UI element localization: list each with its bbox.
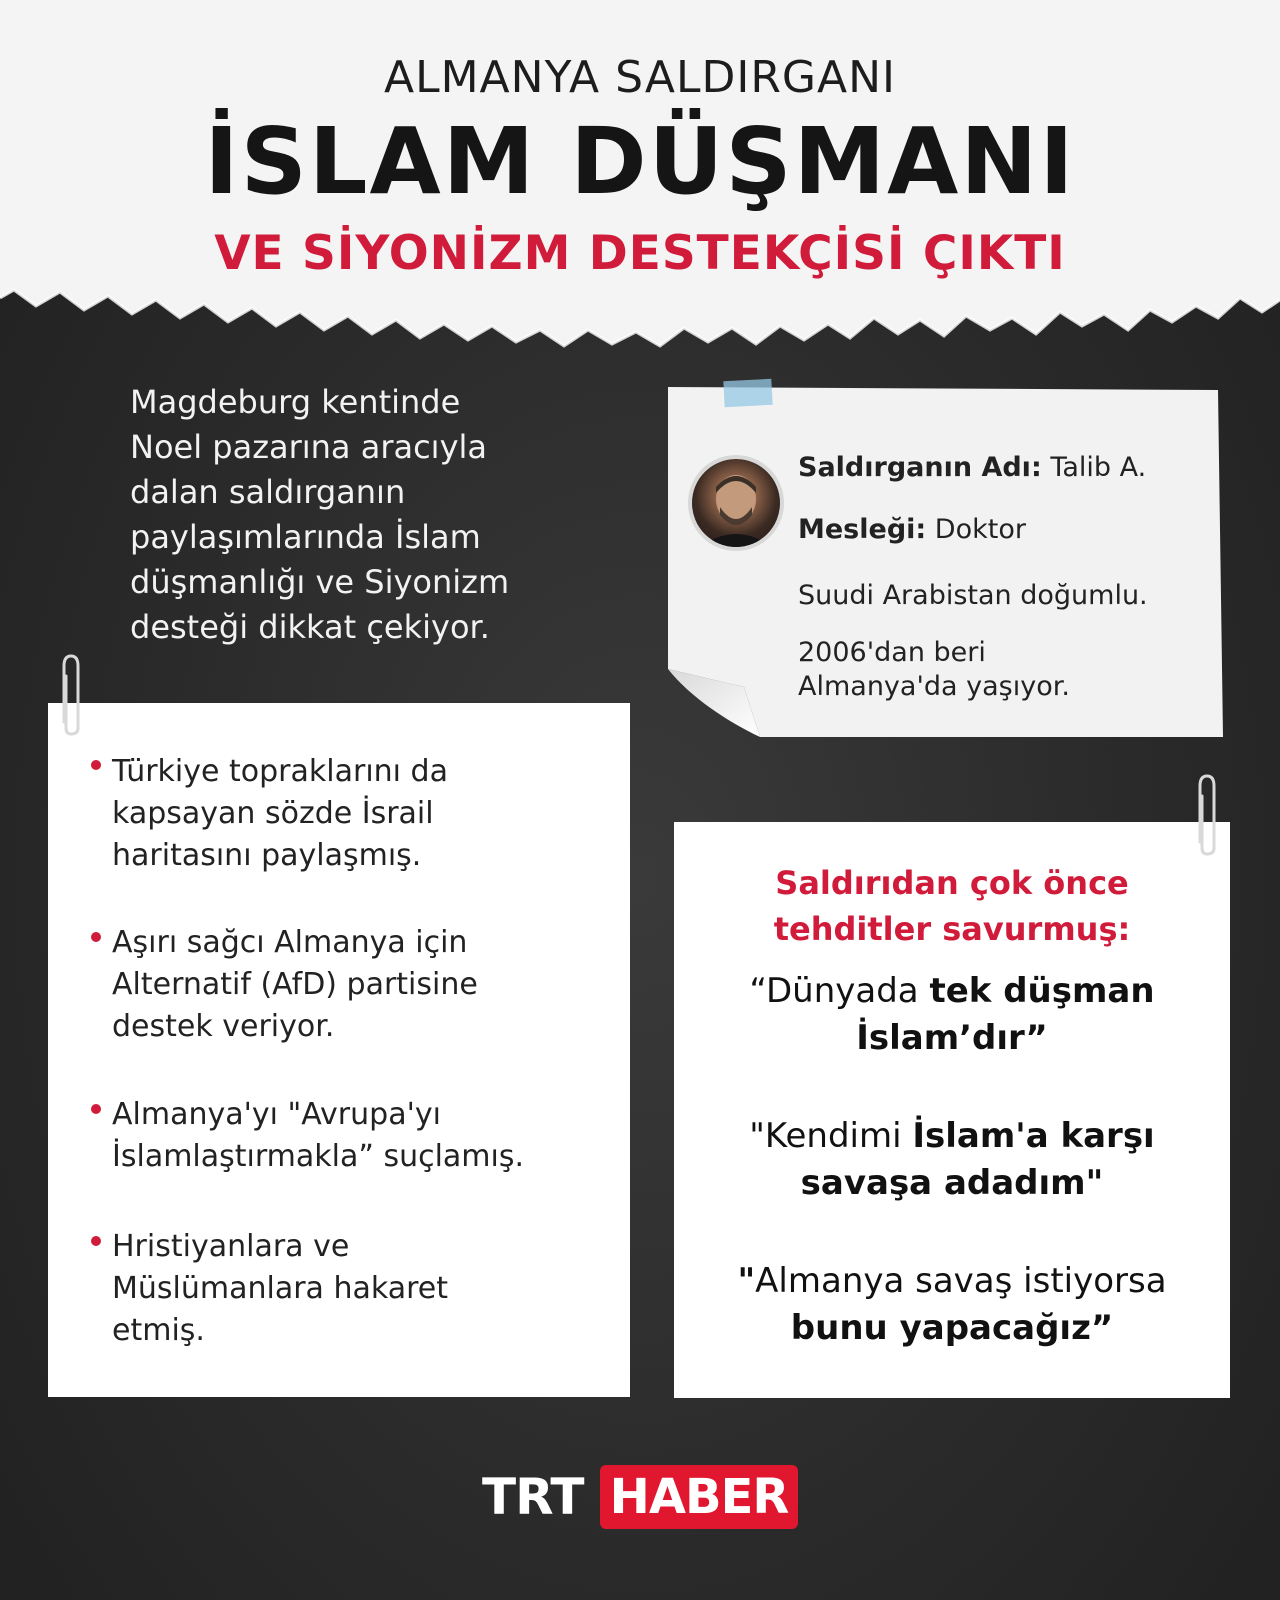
threats-title xyxy=(674,860,1230,952)
quote-emphasis: İslam'a karşı xyxy=(912,1116,1155,1156)
quote-text: "Kendimi xyxy=(749,1116,913,1156)
bullet-line: Almanya'yı "Avrupa'yı xyxy=(112,1097,441,1132)
quote-emphasis: savaşa adadım" xyxy=(800,1163,1104,1203)
threats-title-line: tehditler savurmuş: xyxy=(773,910,1131,948)
quote-3 xyxy=(674,1258,1230,1352)
paper-clip-icon xyxy=(1194,772,1220,858)
bullet-dot xyxy=(91,1104,101,1114)
profile-job-label: Mesleği: xyxy=(798,514,927,545)
bullet-line: Türkiye topraklarını da xyxy=(112,754,448,789)
bullet-dot xyxy=(91,932,101,942)
quote-line xyxy=(674,1258,1230,1305)
bullet-line: Hristiyanlara ve xyxy=(112,1229,350,1264)
quote-line xyxy=(674,968,1230,1015)
profile-residence-line: Almanya'da yaşıyor. xyxy=(798,671,1070,702)
attacker-avatar xyxy=(688,455,784,551)
bullet-line: kapsayan sözde İsrail xyxy=(112,796,434,831)
intro-line: paylaşımlarında İslam xyxy=(130,518,481,556)
page-title: İSLAM DÜŞMANI xyxy=(204,108,1076,215)
quote-emphasis: bunu yapacağız” xyxy=(790,1308,1114,1348)
profile-name xyxy=(798,452,1218,483)
quote-line xyxy=(674,1160,1230,1207)
bullet-item xyxy=(112,751,602,877)
page-subtitle: VE SİYONİZM DESTEKÇİSİ ÇIKTI xyxy=(214,226,1066,281)
bullet-line: etmiş. xyxy=(112,1313,205,1348)
intro-line: desteği dikkat çekiyor. xyxy=(130,608,490,646)
quote-text: “Dünyada xyxy=(749,971,930,1011)
bullet-line: Müslümanlara hakaret xyxy=(112,1271,448,1306)
profile-residence-line: 2006'dan beri xyxy=(798,637,986,668)
trt-haber-logo xyxy=(482,1465,798,1529)
quote-line xyxy=(674,1015,1230,1062)
bullet-line: haritasını paylaşmış. xyxy=(112,838,422,873)
intro-line: Noel pazarına aracıyla xyxy=(130,428,487,466)
bullet-line: Aşırı sağcı Almanya için xyxy=(112,925,468,960)
intro-paragraph xyxy=(130,380,630,650)
profile-name-value: Talib A. xyxy=(1050,452,1147,483)
tape-strip xyxy=(723,379,772,407)
bullet-line: İslamlaştırmakla” suçlamış. xyxy=(112,1139,525,1174)
quote-2 xyxy=(674,1113,1230,1207)
bullet-item xyxy=(112,1094,602,1178)
profile-job-value: Doktor xyxy=(934,514,1026,545)
quote-emphasis: tek düşman xyxy=(929,971,1155,1011)
profile-birth: Suudi Arabistan doğumlu. xyxy=(798,580,1148,611)
intro-line: Magdeburg kentinde xyxy=(130,383,461,421)
quote-line xyxy=(674,1113,1230,1160)
paper-clip-icon xyxy=(58,652,84,738)
bullet-dot xyxy=(91,1236,101,1246)
profile-job xyxy=(798,514,1218,545)
quote-line xyxy=(674,1305,1230,1352)
quote-emphasis: " xyxy=(737,1261,756,1301)
logo-haber: HABER xyxy=(600,1465,798,1529)
quote-emphasis: İslam’dır” xyxy=(856,1018,1048,1058)
threats-title-line: Saldırıdan çok önce xyxy=(775,864,1129,902)
logo-trt: TRT xyxy=(482,1468,584,1526)
profile-name-label: Saldırganın Adı: xyxy=(798,452,1042,483)
bullet-dot xyxy=(91,760,101,770)
person-photo-icon xyxy=(692,459,780,547)
intro-line: dalan saldırganın xyxy=(130,473,406,511)
bullet-item xyxy=(112,1226,602,1352)
bullet-line: destek veriyor. xyxy=(112,1009,335,1044)
bullet-line: Alternatif (AfD) partisine xyxy=(112,967,478,1002)
intro-line: düşmanlığı ve Siyonizm xyxy=(130,563,510,601)
header-kicker: ALMANYA SALDIRGANI xyxy=(383,52,896,103)
quote-text: Almanya savaş istiyorsa xyxy=(755,1261,1167,1301)
quote-1 xyxy=(674,968,1230,1062)
profile-residence xyxy=(798,636,1218,704)
bullet-item xyxy=(112,922,602,1048)
